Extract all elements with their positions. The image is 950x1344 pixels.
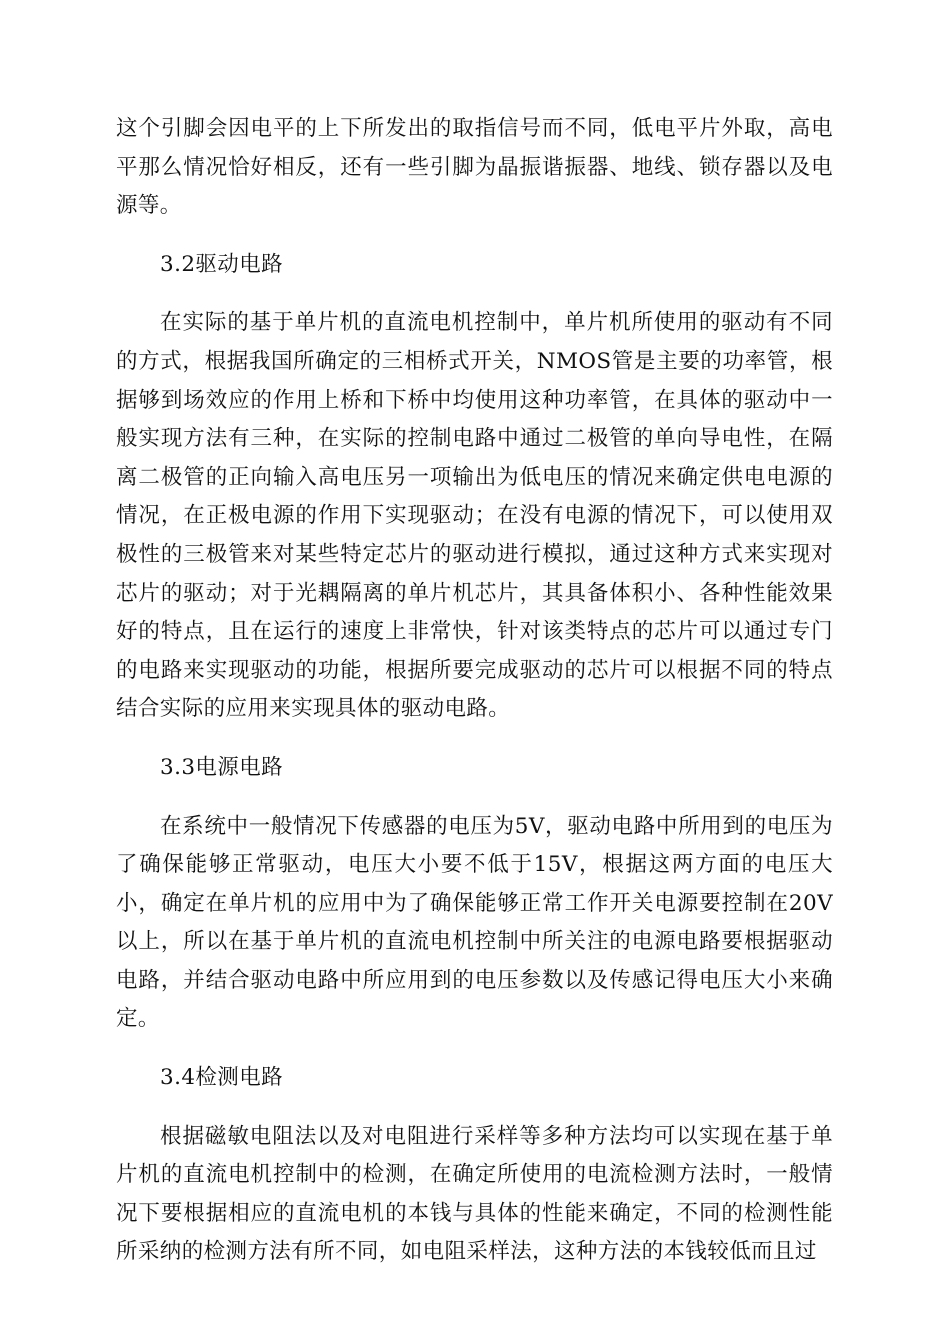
document-page xyxy=(116,110,833,1272)
section-paragraph-drive-circuit: 在实际的基于单片机的直流电机控制中，单片机所使用的驱动有不同的方式，根据我国所确定的三相桥式开关，NMOS管是主要的功率管，根据够到场效应的作用上桥和下桥中均使用这种功率管，在具体的驱动中一般实现方法有三种，在实际的控制电路中通过二极管的单向导电性，在隔离二极管的正向输入高电压另一项输出为低电压的情况来确定供电电源的情况，在正极电源的作用下实现驱动；在没有电源的情况下，可以使用双极性的三极管来对某些特定芯片的驱动进行模拟，通过这种方式来实现对芯片的驱动；对于光耦隔离的单片机芯片，其具备体积小、各种性能效果好的特点，且在运行的速度上非常快，针对该类特点的芯片可以通过专门的电路来实现驱动的功能，根据所要完成驱动的芯片可以根据不同的特点结合实际的应用来实现具体的驱动电路。 xyxy=(116,310,833,722)
section-heading-detection-circuit: 3.4检测电路 xyxy=(160,1065,283,1091)
section-paragraph-power-circuit: 在系统中一般情况下传感器的电压为5V，驱动电路中所用到的电压为了确保能够正常驱动，电压大小要不低于15V，根据这两方面的电压大小，确定在单片机的应用中为了确保能够正常工作开关电源要控制在20V以上，所以在基于单片机的直流电机控制中所关注的电源电路要根据驱动电路，并结合驱动电路中所应用到的电压参数以及传感记得电压大小来确定。 xyxy=(116,813,833,1032)
section-heading-drive-circuit: 3.2驱动电路 xyxy=(160,251,283,277)
intro-paragraph: 这个引脚会因电平的上下所发出的取指信号而不同，低电平片外取，高电平那么情况恰好相反，还有一些引脚为晶振谐振器、地线、锁存器以及电源等。 xyxy=(116,116,833,219)
section-paragraph-detection-circuit: 根据磁敏电阻法以及对电阻进行采样等多种方法均可以实现在基于单片机的直流电机控制中的检测，在确定所使用的电流检测方法时，一般情况下要根据相应的直流电机的本钱与具体的性能来确定，不同的检测性能所采纳的检测方法有所不同，如电阻采样法，这种方法的本钱较低而且过 xyxy=(116,1123,833,1265)
section-heading-power-circuit: 3.3电源电路 xyxy=(160,754,283,780)
